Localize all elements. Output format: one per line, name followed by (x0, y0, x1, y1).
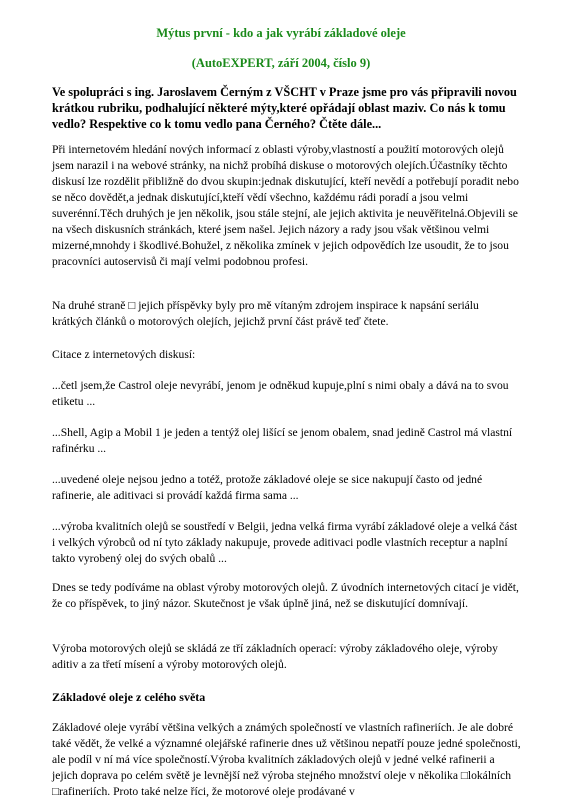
quote-1: ...četl jsem,že Castrol oleje nevyrábí, jenom je odněkud kupuje,plní s nimi obaly a dává na to svou etiketu ... (52, 379, 509, 408)
paragraph-3: Dnes se tedy podíváme na oblast výroby motorových olejů. Z úvodních internetových citací je vidět, že co příspěvek, to jiný názor. Skutečnost je však úplně jiná, než se diskutující domnívají. (52, 581, 519, 610)
article-title: Mýtus první - kdo a jak vyrábí základové oleje (156, 26, 406, 40)
paragraph-5: Základové oleje vyrábí většina velkých a známých společností ve vlastních rafineriích. Je ale dobré také vědět, že velké a významné olejářské rafinerie dnes už většinou nepatří pouze jedné společnosti, ale podíl v ní má více společností.Výroba kvalitních základových olejů v jedné velké rafinerii a jejich doprava po celém světě je levnější než výroba stejného množství oleje v několika □lokálních □rafineriích. Proto také nelze říci, že motorové oleje prodávané v (52, 721, 521, 798)
quote-3: ...uvedené oleje nejsou jedno a totéž, protože základové oleje se sice nakupují často od jedné rafinerie, ale aditivaci si provádí každá firma sama ... (52, 473, 483, 502)
section-heading: Základové oleje z celého světa (52, 690, 206, 704)
quotes-heading: Citace z internetových diskusí: (52, 348, 196, 361)
paragraph-4: Výroba motorových olejů se skládá ze tří základních operací: výroby základového oleje, výroby aditiv a za třetí mísení a výroby motorových olejů. (52, 642, 498, 671)
quote-2: ...Shell, Agip a Mobil 1 je jeden a tentýž olej lišící se jenom obalem, snad jedině Castrol má vlastní rafinérku ... (52, 426, 513, 455)
paragraph-1: Při internetovém hledání nových informací z oblasti výroby,vlastností a použití motorových olejů jsem narazil i na webové stránky, na nichž probíhá diskuse o motorových olejích.Účastníky těchto diskusí lze rozdělit přibližně do dvou skupin:jednak diskutující, kteří nevědí a potřebují poradit nebo se něco dovědět,a jednak diskutující,kteří vědí všechno, každému rádi poradí a jsou velmi suverénní.Těch druhých je jen několik, jsou stále stejní, ale jejich aktivita je neuvěřitelná.Objevili se na všech diskusních stránkách, které jsem našel. Jejich názory a rady jsou však většinou velmi mizerné,mnohdy i škodlivé.Bohužel, z několika zmínek v jejich odpovědích lze usoudit, že to jsou pracovníci autoservisů či mají velmi podobnou profesi. (52, 143, 519, 268)
paragraph-2: Na druhé straně □ jejich příspěvky byly pro mě vítaným zdrojem inspirace k napsání seriálu krátkých článků o motorových olejích, jejichž první část právě teď čtete. (52, 299, 479, 328)
quote-4: ...výroba kvalitních olejů se soustředí v Belgii, jedna velká firma vyrábí základové oleje a velká část i velkých výrobců od ní tyto základy nakupuje, provede aditivaci podle vlastních receptur a naplní takto vyrobený olej do svých obalů ... (52, 520, 518, 565)
intro-paragraph: Ve spolupráci s ing. Jaroslavem Černým z VŠCHT v Praze jsme pro vás připravili novou krátkou rubriku, podhalující některé mýty,které opřádají oblast maziv. Co nás k tomu vedlo? Respektive co k tomu vedlo pana Černého? Čtěte dále... (52, 85, 517, 131)
article-source: (AutoEXPERT, září 2004, číslo 9) (191, 56, 371, 70)
